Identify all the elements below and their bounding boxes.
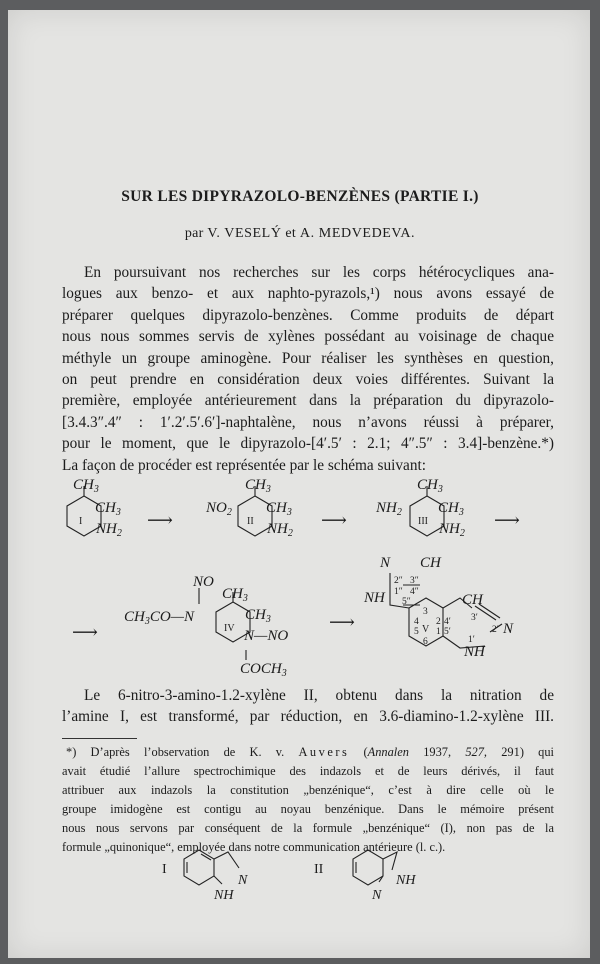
roman-numeral-4: IV bbox=[224, 623, 235, 634]
footnote-line: avait étudié l’allure spectrochimique des indazols et de leurs dérivés, il faut bbox=[62, 764, 554, 778]
position-4p: 4′ bbox=[444, 617, 451, 627]
nh-label: NH bbox=[364, 590, 385, 606]
acetyl-nitroso-amino-label: $CH_3CO—N$ bbox=[124, 609, 195, 627]
reaction-arrow: ⟶ bbox=[72, 622, 98, 642]
position-5p: 5′ bbox=[444, 627, 451, 637]
ch3-label: $CH_3$ bbox=[95, 500, 121, 518]
footnote-structure-label-2: II bbox=[314, 862, 324, 877]
text-line: on peut prendre en considération deux voies différentes. Suivant la bbox=[62, 371, 554, 389]
footnote-line: attribuer aux indazols la constitution „benzénique“, c’est à dire celle où le bbox=[62, 783, 554, 797]
nh2-label: $NH_2$ bbox=[376, 500, 402, 518]
reaction-arrow: ⟶ bbox=[147, 510, 173, 530]
text-line: Le 6-nitro-3-amino-1.2-xylène II, obtenu dans la nitration de bbox=[84, 687, 554, 704]
nh2-label: $NH_2$ bbox=[267, 521, 293, 539]
nh-label: NH bbox=[464, 644, 485, 660]
position-1pp: 1″ bbox=[394, 587, 403, 597]
nh2-label: $NH_2$ bbox=[439, 521, 465, 539]
position-1: 1 bbox=[436, 627, 441, 637]
result-paragraph bbox=[62, 685, 554, 728]
position-4pp: 4″ bbox=[410, 587, 419, 597]
ch3-label: $CH_3$ bbox=[417, 477, 443, 495]
roman-numeral-5: V bbox=[422, 624, 430, 635]
reaction-arrow: ⟶ bbox=[329, 612, 355, 632]
n-label: N bbox=[372, 888, 382, 903]
text-line: logues aux benzo- et aux naphto-pyrazols,¹) nous avons essayé de bbox=[62, 285, 554, 303]
footnote-line: *) D’après l’observation de K. v. Auvers (Annalen 1937, 527, 291) qui bbox=[66, 745, 554, 759]
text-line: [3.4.3″.4″ : 1′.2′.5′.6′]-naphtalène, nous n’avons réussi à préparer, bbox=[62, 413, 554, 431]
byline-et: et bbox=[285, 226, 297, 241]
nh-label: NH bbox=[214, 888, 234, 903]
ch-label: CH bbox=[420, 555, 441, 571]
footnote-rule bbox=[62, 738, 137, 739]
author-medvedeva: A. MEDVEDEVA. bbox=[299, 226, 416, 241]
roman-numeral-1: I bbox=[79, 516, 83, 527]
position-3: 3 bbox=[423, 607, 428, 617]
roman-numeral-2: II bbox=[247, 516, 254, 527]
footnote-line: nous nous servons par conséquent de la formule „benzénique“ (I), non pas de la bbox=[62, 821, 554, 835]
position-1p: 1′ bbox=[468, 635, 475, 645]
roman-numeral-3: III bbox=[418, 516, 428, 527]
nh2-label: $NH_2$ bbox=[96, 521, 122, 539]
text-line: pour le moment, que le dipyrazolo-[4′.5′ : 2.1; 4″.5″ : 3.4]-benzène.*) bbox=[62, 435, 554, 453]
text-line: nous nous sommes servis de xylènes possédant au voisinage de chaque bbox=[62, 328, 554, 346]
position-3pp: 3″ bbox=[410, 576, 419, 586]
ch-label: CH bbox=[462, 592, 483, 608]
position-2: 2 bbox=[436, 617, 441, 627]
ch3-label: $CH_3$ bbox=[245, 607, 271, 625]
position-6: 6 bbox=[423, 637, 428, 647]
position-5pp: 5″ bbox=[402, 597, 411, 607]
reaction-arrow: ⟶ bbox=[321, 510, 347, 530]
n-label: N bbox=[503, 621, 514, 637]
text-line: l’amine I, est transformé, par réduction, en 3.6-diamino-1.2-xylène III. bbox=[62, 708, 554, 726]
n-no-label: N—NO bbox=[244, 628, 289, 644]
n-label: N bbox=[238, 873, 248, 888]
reaction-arrow: ⟶ bbox=[494, 510, 520, 530]
text-line: méthyle un groupe aminogène. Pour réaliser les synthèses en question, bbox=[62, 349, 554, 367]
text-line: La façon de procéder est représentée par le schéma suivant: bbox=[62, 456, 426, 474]
ch3-label: $CH_3$ bbox=[266, 500, 292, 518]
no2-label: $NO_2$ bbox=[206, 500, 232, 518]
byline-par: par bbox=[184, 226, 204, 241]
nh-label: NH bbox=[396, 873, 416, 888]
ch3-label: $CH_3$ bbox=[438, 500, 464, 518]
no-label: NO bbox=[193, 574, 214, 590]
ch3-label: $CH_3$ bbox=[245, 477, 271, 495]
coch3-label: $COCH_3$ bbox=[240, 661, 287, 679]
position-3p: 3′ bbox=[471, 613, 478, 623]
position-2pp: 2″ bbox=[394, 576, 403, 586]
position-5: 5 bbox=[414, 627, 419, 637]
author-vesely: V. VESELÝ bbox=[207, 226, 282, 241]
footnote-structure-label-1: I bbox=[162, 862, 167, 877]
text-line: préparer quelques dipyrazolo-benzènes. Comme produits de départ bbox=[62, 306, 554, 324]
ch3-label: $CH_3$ bbox=[73, 477, 99, 495]
article-title: SUR LES DIPYRAZOLO-BENZÈNES (PARTIE I.) bbox=[121, 188, 479, 205]
footnote bbox=[62, 743, 554, 857]
footnote-line: groupe imidogène est contigu au noyau benzénique. Dans le mémoire présent bbox=[62, 802, 554, 816]
ch3-label: $CH_3$ bbox=[222, 586, 248, 604]
n-label: N bbox=[380, 555, 391, 571]
footnote-line: formule „quinonique“, employée dans notre communication antérieure (l. c.). bbox=[62, 840, 446, 854]
position-2p: 2′ bbox=[492, 625, 499, 635]
text-line: première, employée antérieurement dans la préparation du dipyrazolo- bbox=[62, 392, 554, 410]
position-4: 4 bbox=[414, 617, 419, 627]
text-line: En poursuivant nos recherches sur les corps hétérocycliques ana- bbox=[84, 264, 554, 281]
